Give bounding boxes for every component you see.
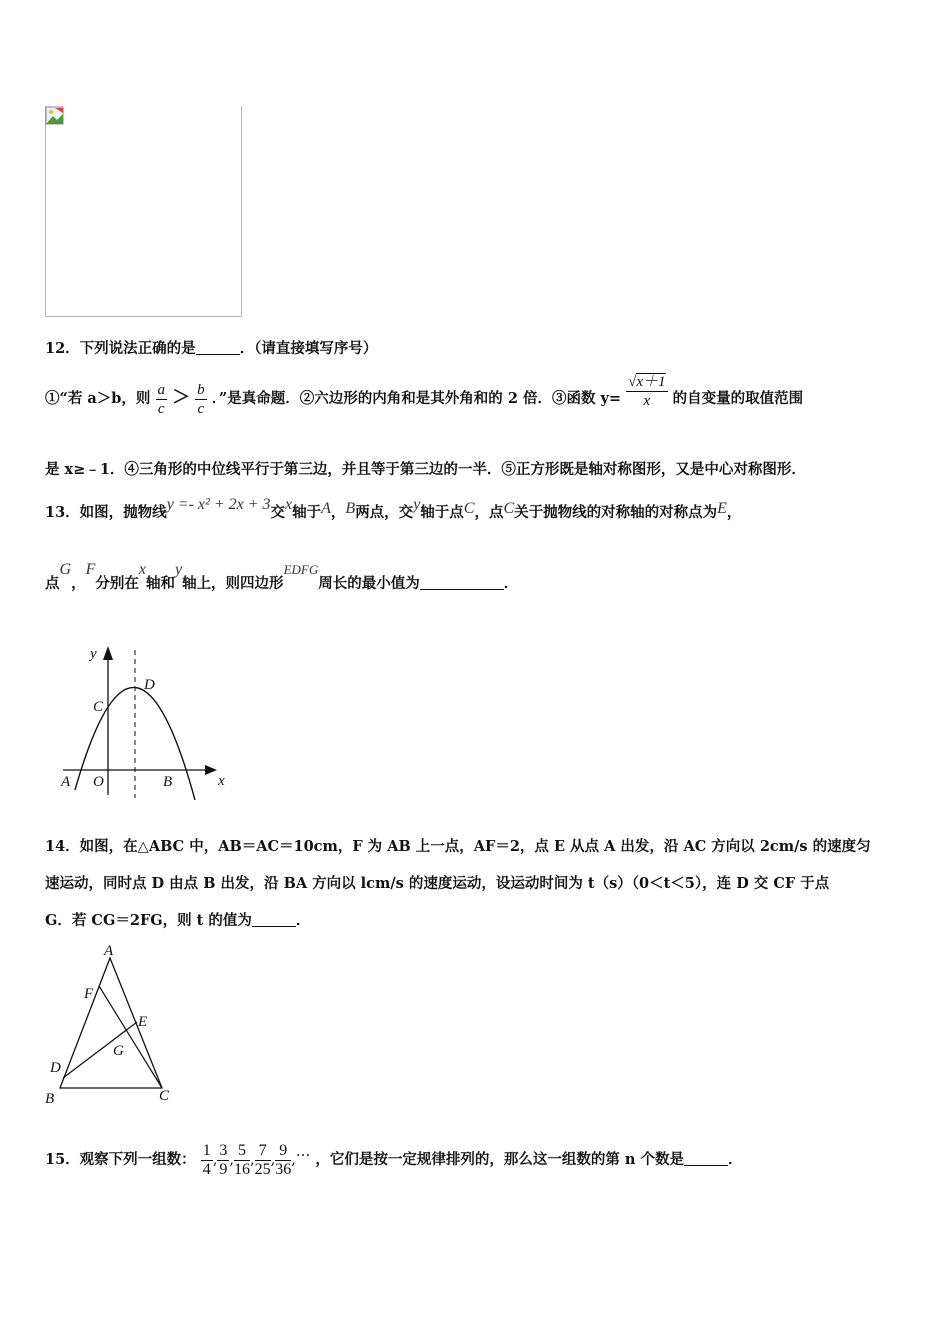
q12-line-2: 是 x≥﹣1．④三角形的中位线平行于第三边，并且等于第三边的一半．⑤正方形既是轴对称图形，又是中心对称图形． bbox=[45, 461, 806, 478]
point-A-label: A bbox=[61, 774, 71, 790]
q14-line-3: G．若 CG＝2FG，则 t 的值为 ． bbox=[45, 912, 311, 929]
segment-CF bbox=[99, 986, 162, 1088]
point-C-label: C bbox=[159, 1088, 170, 1104]
point-E-label: E bbox=[138, 1014, 148, 1030]
fraction-sequence: $\frac{1}{4}$ , $\frac{3}{9}$ , $\frac{5}{16}$ , $\frac{7}{25}$ , $\frac{9}{36}$ ,… bbox=[202, 1141, 311, 1178]
point-F-label: F bbox=[84, 986, 94, 1002]
point-B-label: B bbox=[45, 1091, 55, 1107]
q13-line-2: 点G，F分别在x轴和y轴上，则四边形EDFG周长的最小值为 ． bbox=[45, 561, 519, 592]
q15-line: 15．观察下列一组数： $\frac{1}{4}$ , $\frac{3}{9}$ , $\frac{5}{16}$ , $\frac{7}{25}$ , $\frac{9}{36}$ ,… ，它们是按一定规律排列的，那么这一组数的第 n 个数是 ． bbox=[45, 1125, 743, 1175]
fraction-a-over-c: $\frac{a}{c}$ bbox=[157, 381, 165, 417]
q14-triangle-figure bbox=[40, 940, 190, 1110]
sqrt-fraction: $\frac{√x+1}{x}$ bbox=[628, 374, 666, 409]
y-axis-label: y bbox=[90, 646, 97, 662]
origin-O-label: O bbox=[93, 774, 104, 790]
point-D-label: D bbox=[50, 1060, 61, 1076]
x-axis-label: x bbox=[218, 773, 225, 789]
q13-line-1: 13．如图，抛物线y =- x² + 2x + 3交x轴于A，B两点，交y轴于点C，点C关于抛物线的对称轴的对称点为E， bbox=[45, 496, 742, 521]
point-A-label: A bbox=[104, 943, 114, 959]
point-C-label: C bbox=[93, 699, 104, 715]
broken-image-placeholder bbox=[45, 106, 242, 317]
point-G-label: G bbox=[113, 1043, 124, 1059]
broken-image-icon bbox=[45, 106, 65, 126]
fraction-b-over-c: $\frac{b}{c}$ bbox=[197, 381, 205, 417]
q12-stem: 12．下列说法正确的是 ．（请直接填写序号） bbox=[45, 340, 378, 357]
q14-line-1: 14．如图，在△ABC 中，AB＝AC＝10cm，F 为 AB 上一点，AF＝2，点 E 从点 A 出发，沿 AC 方向以 2cm/s 的速度匀 bbox=[45, 838, 871, 855]
point-B-label: B bbox=[163, 774, 173, 790]
point-D-label: D bbox=[144, 677, 155, 693]
q13-parabola-figure bbox=[55, 640, 240, 800]
q12-line-1: ①“若 a＞b，则 $\frac{a}{c}$ ＞ $\frac{b}{c}$ ．”是真命题．②六边形的内角和是其外角和的 2 倍．③函数 y= $\frac{√x+1}{x}$ 的自变量的取值范围 bbox=[45, 374, 804, 417]
q14-line-2: 速运动，同时点 D 由点 B 出发，沿 BA 方向以 lcm/s 的速度运动，设运动时间为 t（s）（0＜t＜5），连 D 交 CF 于点 bbox=[45, 875, 830, 892]
